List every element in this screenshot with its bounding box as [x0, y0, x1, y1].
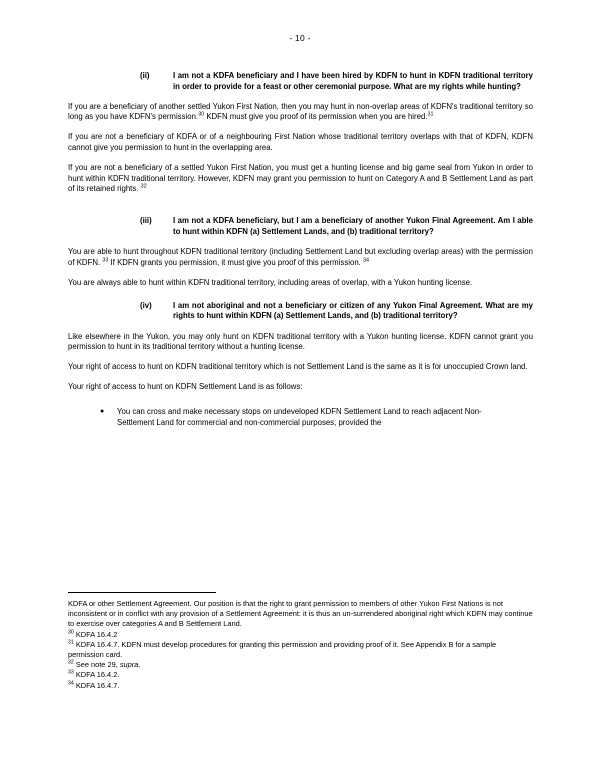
- footnote-text-34: KDFA 16.4.7.: [73, 680, 120, 690]
- question-text-iii: I am not a KDFA beneficiary, but I am a beneficiary of another Yukon Final Agreement. Am I able to hunt within KDFN (a) Settlement Lands, and (b) traditional territory?: [173, 216, 533, 236]
- footnote-ref-31: 31: [427, 111, 434, 118]
- paragraph-6: Like elsewhere in the Yukon, you may only hunt on KDFN traditional territory with a Yukon hunting license. KDFN cannot grant you permission to hunt in its traditional territory without a hunting license.: [68, 331, 533, 352]
- top-spacer: [68, 43, 533, 71]
- footnote-ref-33: 33: [102, 257, 109, 264]
- page-number: - 10 -: [289, 33, 311, 43]
- footnote-ref-34: 34: [363, 257, 370, 264]
- footnote-32: [68, 660, 533, 670]
- footnote-text-32-post: .: [138, 660, 141, 670]
- footnote-area: [68, 592, 533, 691]
- page-content: [0, 43, 600, 429]
- footnote-number-31: 31: [68, 639, 74, 646]
- question-heading-ii: [68, 71, 533, 92]
- footnote-continuation: KDFA or other Settlement Agreement. Our position is that the right to grant permission to members of other Yukon First Nations is not inconsistent or in conflict with any provision of a Settlement Agreement: it is thus an un-surrendered aboriginal right which KDFN may continue to exercise over categories A and B Settlement Land.: [68, 599, 533, 629]
- footnote-ref-30: 30: [198, 111, 205, 118]
- footnote-ref-32: 32: [140, 183, 147, 190]
- paragraph-1-part-b: KDFN must give you proof of its permission when you are hired.: [204, 112, 428, 122]
- footnote-separator: [68, 592, 216, 593]
- footnote-text-30: KDFA 16.4.2: [73, 629, 118, 639]
- question-marker-iii: (iii): [140, 216, 152, 226]
- footnote-31: [68, 640, 533, 660]
- footnote-33: [68, 670, 533, 680]
- footnote-number-34: 34: [68, 680, 74, 687]
- paragraph-1: [68, 102, 533, 123]
- question-text-ii: I am not a KDFA beneficiary and I have been hired by KDFN to hunt in KDFN traditional territory in order to provide for a feast or other ceremonial purpose. What are my rights while hunting?: [173, 71, 533, 91]
- question-heading-iii: [68, 216, 533, 237]
- footnote-text-32-pre: See note 29,: [73, 660, 120, 670]
- section-spacer-1: [68, 204, 533, 216]
- paragraph-3-text: If you are not a beneficiary of a settled Yukon First Nation, you must get a hunting license and big game seal from Yukon in order to hunt within KDFN traditional territory. However, KDFN may grant you permission to hunt on Category A and B Settlement Land as part of its retained rights.: [68, 163, 533, 194]
- paragraph-4-part-a: You are able to hunt throughout KDFN traditional territory (including Settlement Land but excluding overlap areas) with the permission of KDFN.: [68, 247, 533, 267]
- footnote-30: [68, 630, 533, 640]
- footnote-number-32: 32: [68, 659, 74, 666]
- question-text-iv: I am not aboriginal and not a beneficiary or citizen of any Yukon Final Agreement. What are my rights to hunt within KDFN (a) Settlement Lands, and (b) traditional territory?: [173, 300, 533, 321]
- paragraph-1-part-a: If you are a beneficiary of another settled Yukon First Nation, then you may hunt in non-overlap areas of KDFN's traditional territory so long as you have KDFN's permission.: [68, 101, 533, 122]
- footnote-text-32-italic: supra: [119, 660, 139, 670]
- question-heading-iv: [68, 301, 533, 322]
- list-item-text: You can cross and make necessary stops on undeveloped KDFN Settlement Land to reach adjacent Non-Settlement Land for commercial and non-commercial purposes, provided the: [117, 407, 482, 428]
- footnote-number-30: 30: [68, 629, 74, 636]
- footnote-text-33: KDFA 16.4.2.: [73, 670, 120, 680]
- question-marker-iv: (iv): [140, 300, 152, 310]
- footnote-number-33: 33: [68, 669, 74, 676]
- list-item: [68, 407, 533, 429]
- paragraph-4: [68, 247, 533, 268]
- footnote-34: [68, 681, 533, 691]
- paragraph-5: You are always able to hunt within KDFN traditional territory, including areas of overlap, with a Yukon hunting license.: [68, 277, 473, 287]
- paragraph-8: Your right of access to hunt on KDFN Settlement Land is as follows:: [68, 382, 303, 392]
- access-rights-list: [68, 407, 533, 429]
- question-marker-ii: (ii): [140, 71, 150, 80]
- paragraph-4-part-b: If KDFN grants you permission, it must give you proof of this permission.: [108, 257, 364, 267]
- paragraph-3: [68, 163, 533, 195]
- footnote-text-31: KDFA 16.4.7. KDFN must develop procedures for granting this permission and providing proof of it. See Appendix B for a sample permission card.: [68, 639, 497, 660]
- paragraph-2: If you are not a beneficiary of KDFA or of a neighbouring First Nation whose traditional territory overlaps with that of KDFN, KDFN cannot give you permission to hunt in the overlapping area.: [68, 132, 533, 152]
- bullet-dot-icon: ●: [100, 408, 105, 416]
- paragraph-7: Your right of access to hunt on KDFN traditional territory which is not Settlement Land is the same as it is for unoccupied Crown land.: [68, 362, 528, 372]
